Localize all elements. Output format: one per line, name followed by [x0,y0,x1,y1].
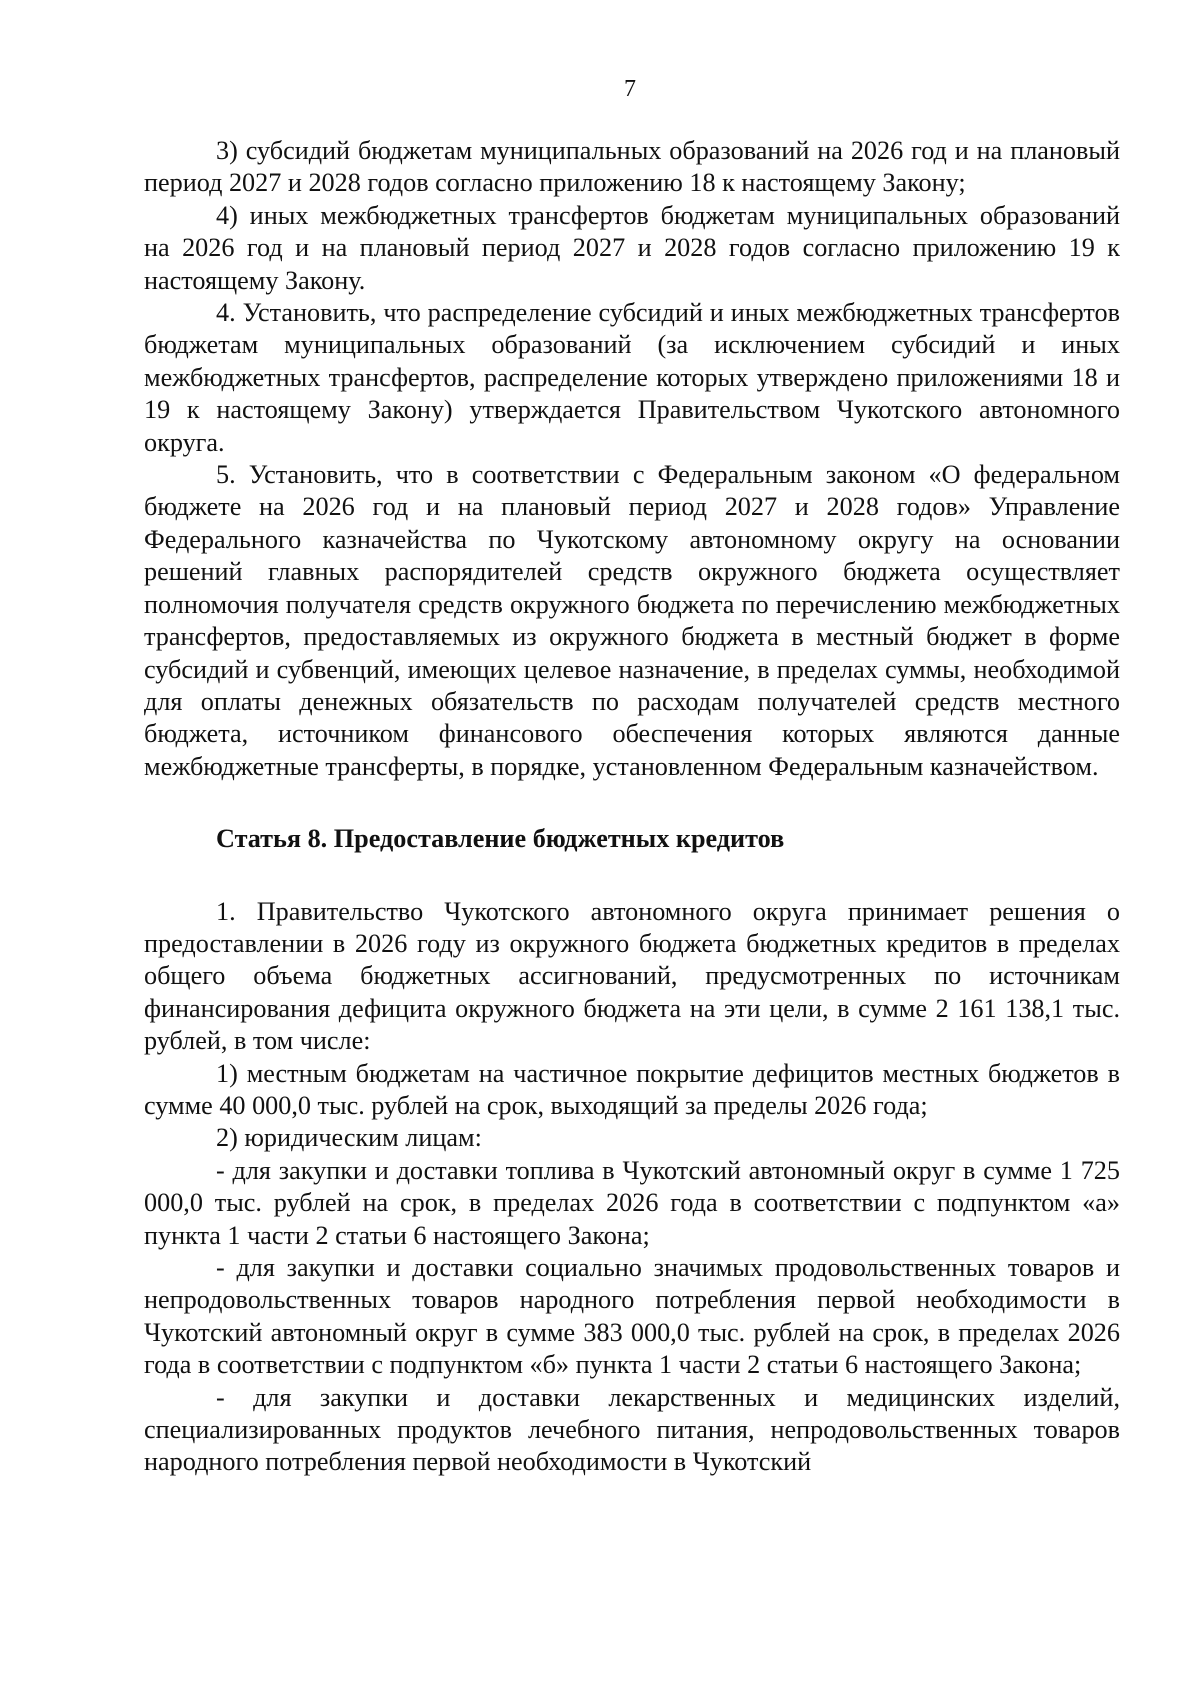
paragraph-legal-entities: 2) юридическим лицам: [216,1123,482,1153]
paragraph-point-5: 5. Установить, что в соответствии с Федеральным законом «О федеральном бюджете на 2026 год и на плановый период 2027 и 2028 годов» Управление Федерального казначейства по Чукотскому автономному округу на основании решений главных распорядителей средств окружного бюджета осуществляет полномочия получателя средств окружного бюджета по перечислению межбюджетных трансфертов, предоставляемых из окружного бюджета в местный бюджет в форме субсидий и субвенций, имеющих целевое назначение, в пределах суммы, необходимой для оплаты денежных обязательств по расходам получателей средств местного бюджета, источником финансового обеспечения которых являются данные межбюджетные трансферты, в порядке, установленном Федеральным казначейством. [144,460,1120,781]
document-body [144,135,1120,1479]
paragraph-medical-goods: - для закупки и доставки лекарственных и медицинских изделий, специализированных продуктов лечебного питания, непродовольственных товаров народного потребления первой необходимости в Чукотский [144,1382,1120,1477]
paragraph-item-3-subsidies: 3) субсидий бюджетам муниципальных образований на 2026 год и на плановый период 2027 и 2028 годов согласно приложению 18 к настоящему Закону; [144,136,1120,198]
paragraph-fuel: - для закупки и доставки топлива в Чукотский автономный округ в сумме 1 725 000,0 тыс. рублей на срок, в пределах 2026 года в соответствии с подпунктом «а» пункта 1 части 2 статьи 6 настоящего Закона; [144,1155,1120,1250]
paragraph-local-budgets: 1) местным бюджетам на частичное покрытие дефицитов местных бюджетов в сумме 40 000,0 тыс. рублей на срок, выходящий за пределы 2026 года; [144,1058,1120,1120]
paragraph-food-goods: - для закупки и доставки социально значимых продовольственных товаров и непродовольственных товаров народного потребления первой необходимости в Чукотский автономный округ в сумме 383 000,0 тыс. рублей на срок, в пределах 2026 года в соответствии с подпунктом «б» пункта 1 части 2 статьи 6 настоящего Закона; [144,1253,1120,1380]
paragraph-point-4: 4. Установить, что распределение субсидий и иных межбюджетных трансфертов бюджетам муниципальных образований (за исключением субсидий и иных межбюджетных трансфертов, распределение которых утверждено приложениями 18 и 19 к настоящему Закону) утверждается Правительством Чукотского автономного округа. [144,298,1120,457]
paragraph-article-8-point-1: 1. Правительство Чукотского автономного округа принимает решения о предоставлении в 2026 году из окружного бюджета бюджетных кредитов в пределах общего объема бюджетных ассигнований, предусмотренных по источникам финансирования дефицита окружного бюджета на эти цели, в сумме 2 161 138,1 тыс. рублей, в том числе: [144,896,1120,1056]
page-number: 7 [624,76,636,102]
article-8-heading: Статья 8. Предоставление бюджетных кредитов [216,824,785,854]
paragraph-item-4-other-transfers: 4) иных межбюджетных трансфертов бюджетам муниципальных образований на 2026 год и на плановый период 2027 и 2028 годов согласно приложению 19 к настоящему Закону. [144,200,1120,295]
